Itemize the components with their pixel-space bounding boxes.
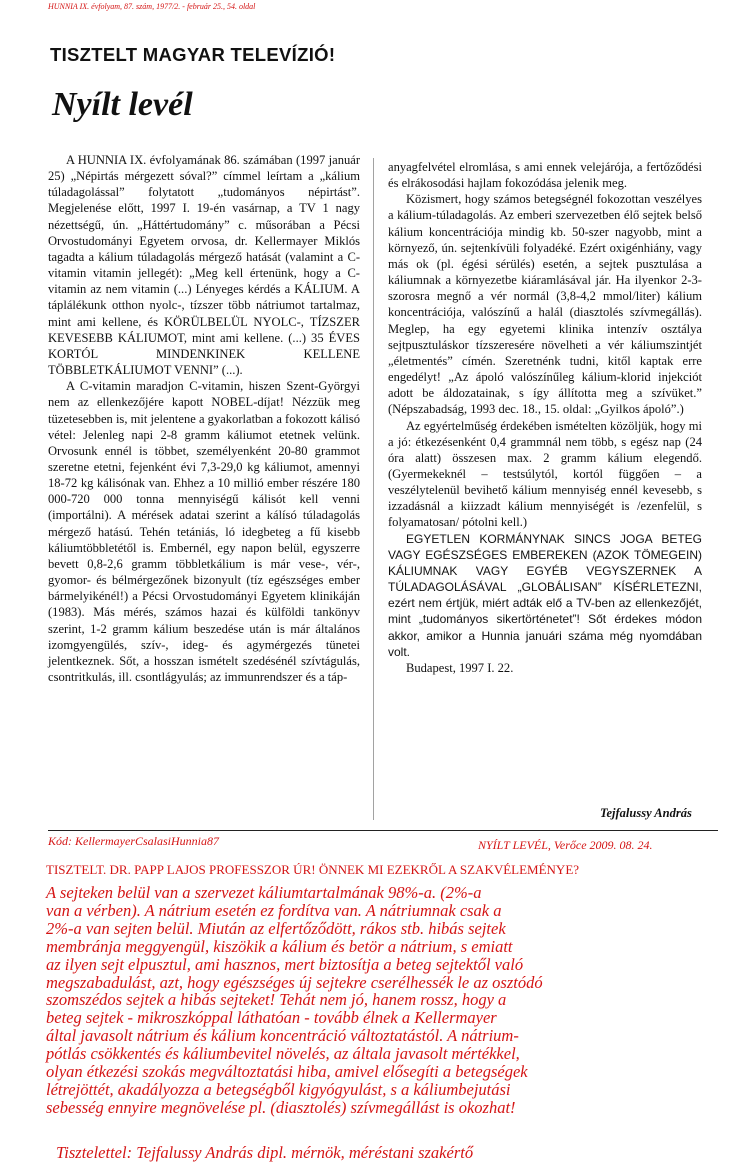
open-letter-dateline: NYÍLT LEVÉL, Verőce 2009. 08. 24. — [478, 838, 653, 852]
author-signature: Tejfalussy András — [600, 806, 692, 820]
answer-line: beteg sejtek - mikroszkóppal láthatóan - tovább élnek a Kellermayer — [46, 1008, 497, 1028]
answer-line: sebesség ennyire megnövelése pl. (diasztolés) szívmegállást is okozhat! — [46, 1097, 516, 1117]
paragraph: Az egyértelműség érdekében ismételten közöljük, hogy mi a jó: étkezésenként 0,4 grammnál nem több, s egész nap (24 óra alatt) összesen max. 2 gramm kálium elegendő. (Gyermekeknél – testsúlytól, kortól függően – a veszélytelenül bevihető kálium mennyiség ennél kevesebb, s izzadásnál a kiizzadt kálium mennyiségét is /ezenfelül, s folyamatosan/ pótolni kell.) — [388, 418, 702, 530]
paragraph: Közismert, hogy számos betegségnél fokozottan veszélyes a kálium-túladagolás. Az emberi szervezetben élő sejtek belső kálium koncentrációja mindig kb. 50-szer nagyobb, mint a környező, ún. sejtenkívüli folyadéké. Ezért oxigénhiány, vagy más ok (pl. égési sérülés) esetén, a sejtek pusztulása a káliumnak a környezetbe kiáramlásával jár. Ha ilyenkor 2-3-szorosra megnő a vér normál (3,8-4,2 mmol/liter) kálium koncentrációja, valószínű a halál (diasztolés szívmegállás). Meglep, ha egy egyetemi klinika intenzív osztálya sejtpusztuláskor tízszeresére növelheti a vér káliumszintjét „életmentés” címén. Szeretnénk tudni, kitől kaptak erre engedélyt! „Az ápoló valószínűleg kálium-klorid injekciót adott be áldozatainak, s így állította meg a szívüket.” (Népszabadság, 1993 dec. 18., 15. oldal: „Gyilkos ápoló”.) — [388, 192, 702, 417]
article-column-right — [388, 159, 702, 676]
paragraph-emphasis: EGYETLEN KORMÁNYNAK SINCS JOGA BETEG VAGY EGÉSZSÉGES EMBEREKEN (AZOK TÖMEGEIN) KÁLIUMNAK VAGY EGYÉB VEGYSZERNEK A TÚLADAGOLÁSÁVAL „GLOBÁLISAN” KÍSÉRLETEZNI, ezért nem értjük, miért adták elő a TV-ben az ellenkezőjét, mint „tudományos sikertörténetet”! Sőt érdekes módon akkor, amikor a Hunnia januári száma még nyomdában volt. — [388, 531, 702, 659]
paragraph: A HUNNIA IX. évfolyamának 86. számában (1997 január 25) „Népirtás mérgezett sóval?” címmel leírtam a „kálium túladagolással” folytatott „tudományos népirtást”. Megjelenése előtt, 1997 I. 19-én vasárnap, a TV 1 nagy nézettségű, ún. „Háttértudomány” c. műsorában a Pécsi Orvostudományi Egyetem orvosa, dr. Kellermayer Miklós tagadta a kálium túladagolás mérgező hatását (valamint a C-vitamin vitamin jellegét): „Meg kell értenünk, hogy a C-vitamin az nem vitamin (...) Lényeges kérdés a KÁLIUM. A táplálékunk otthon nyolc-, tízszer több nátriumot tartalmaz, mint ami kellene, és KÖRÜLBELÜL NYOLC-, TÍZSZER KEVESEBB KÁLIUMOT, mint ami kellene. (...) 35 ÉVES KORTÓL MINDENKINEK KELLENE TÖBBLETKÁLIUMOT VENNI” (...). — [48, 153, 360, 378]
answer-line: megszabadulást, azt, hogy egészséges új sejtekre cserélhessék le az osztódó — [46, 972, 543, 992]
closing-signature: Tisztelettel: Tejfalussy András dipl. mérnök, méréstani szakértő — [56, 1143, 474, 1162]
place-date: Budapest, 1997 I. 22. — [406, 660, 514, 675]
answer-line: van a vérben). A nátrium esetén ez fordítva van. A nátriumnak csak a — [46, 900, 502, 920]
page-title: Nyílt levél — [52, 86, 193, 123]
article-column-left — [48, 152, 360, 685]
answer-line: pótlás csökkentés és káliumbevitel növelés, az általa javasolt mértékkel, — [46, 1044, 520, 1064]
answer-line: membránja meggyengül, kiszökik a kálium és betör a nátrium, s emiatt — [46, 936, 513, 956]
answer-line: olyan étkezési szokás megváltoztatási hiba, amivel elősegíti a betegségek — [46, 1062, 528, 1082]
expert-answer — [46, 884, 722, 1117]
question-heading: TISZTELT. DR. PAPP LAJOS PROFESSZOR ÚR! ÖNNEK MI EZEKRŐL A SZAKVÉLEMÉNYE? — [46, 862, 580, 877]
answer-line: az ilyen sejt elpusztul, ami hasznos, mert biztosítja a beteg sejtektől való — [46, 954, 524, 974]
divider-line — [48, 830, 718, 831]
answer-line: által javasolt nátrium és kálium koncentráció változtatástól. A nátrium- — [46, 1026, 519, 1046]
document-code: Kód: KellermayerCsalasiHunnia87 — [48, 834, 219, 848]
answer-line: 2%-a van sejten belül. Miután az elfertőződött, rákos stb. hibás sejtek — [46, 918, 506, 938]
letter-salutation: TISZTELT MAGYAR TELEVÍZIÓ! — [50, 44, 336, 65]
paragraph: A C-vitamin maradjon C-vitamin, hiszen Szent-Györgyi nem az ellenkezőjére kapott NOBEL-díjat! Nézzük meg tüzetesebben is, mit jelentene a gyakorlatban a fokozott kálisó vétel: Jelenleg napi 2-8 gramm káliumot etetnek velünk. Orvosunk ennél is többet, személyenként 20-80 grammot szeretne etetni, fejenként évi 7,3-29,0 kg káliumot, amennyi 18-72 kg kálisónak van. Ehhez a 10 millió ember részére 180 000-720 000 tonna mennyiségű kálisót kell venni (importálni). A mérések adatai szerint a kálísó túladagolás mérgező hatású. Tehén tetániás, ló idegbeteg a fű kisebb káliumtöbbletétől is. Embernél, egy napon belül, egyszerre bevett 0,8-2,6 gramm többletkálium is már vese-, vér-, gyomor- és bélmérgezőnek bizonyult (tíz egészséges ember bármelyikénél!) a Pécsi Orvostudományi Egyetem klinikáján (1983). Más mérés, számos hazai és külföldi tankönyv szerint, 1-2 gramm kálium beszedése után is már általános izomgyengülés, szív-, ideg- és agymérgezés tünetei jelentkeznek. Sőt, a hosszan ismételt szedésénél szívtágulás, csontritkulás, ill. csontlágyulás; az immunrendszer és a táp- — [48, 379, 360, 684]
answer-line: A sejteken belül van a szervezet káliumtartalmának 98%-a. (2%-a — [46, 883, 482, 902]
column-divider — [373, 158, 374, 820]
answer-line: létrejöttét, akadályozza a betegségből kigyógyulást, s a káliumbejutási — [46, 1079, 511, 1099]
issue-header: HUNNIA IX. évfolyam, 87. szám, 1977/2. - február 25., 54. oldal — [48, 2, 256, 11]
paragraph: anyagfelvétel elromlása, s ami ennek velejárója, a fertőződési és elrákosodási hajlam fokozódása jelenik meg. — [388, 160, 702, 191]
answer-line: szomszédos sejtek a hibás sejteket! Tehát nem jó, hanem rossz, hogy a — [46, 990, 507, 1010]
